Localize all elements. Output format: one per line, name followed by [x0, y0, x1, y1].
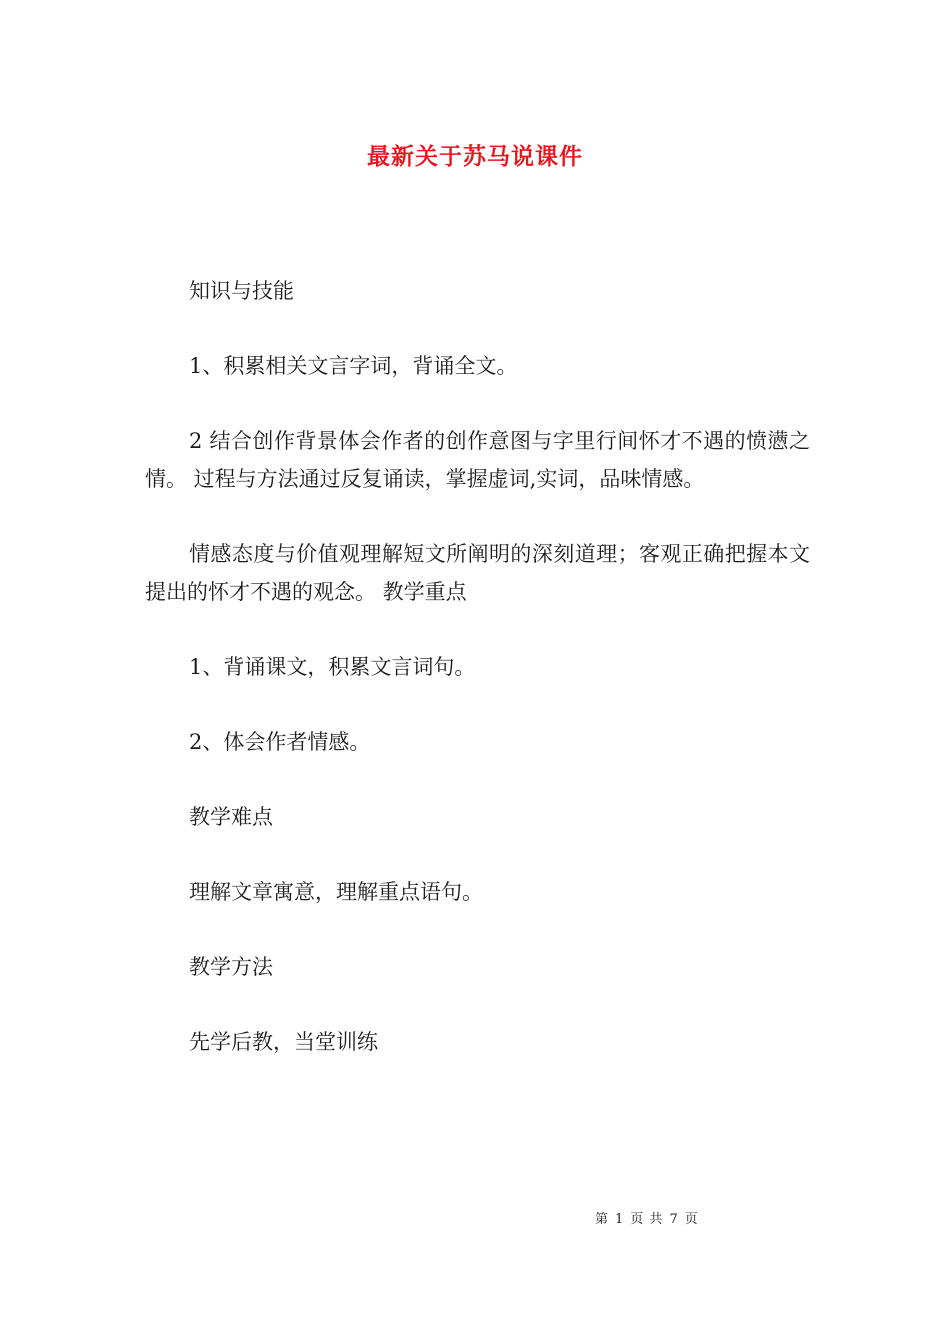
footer-prefix: 第 [595, 1212, 610, 1227]
footer-total-pages: 7 [669, 1212, 679, 1227]
document-body [145, 272, 810, 1098]
paragraph-difficulty: 理解文章寓意，理解重点语句。 [189, 880, 483, 904]
page-footer [592, 1208, 702, 1227]
document-title: 最新关于苏马说课件 [367, 143, 583, 170]
paragraph-key-point-1: 1、背诵课文，积累文言词句。 [189, 655, 476, 679]
footer-current-page: 1 [615, 1212, 625, 1227]
paragraph-item-1: 1、积累相关文言字词，背诵全文。 [189, 354, 518, 378]
heading-teaching-difficulty: 教学难点 [189, 805, 273, 829]
paragraph-attitude-values: 情感态度与价值观理解短文所阐明的深刻道理；客观正确把握本文提出的怀才不遇的观念。 教学重点 [145, 542, 810, 604]
paragraph-method: 先学后教，当堂训练 [189, 1030, 378, 1054]
footer-suffix: 页 [684, 1212, 699, 1227]
paragraph-knowledge-skills: 知识与技能 [189, 279, 294, 303]
footer-mid: 页 共 [630, 1212, 664, 1227]
heading-teaching-method: 教学方法 [189, 955, 273, 979]
paragraph-item-2: 2 结合创作背景体会作者的创作意图与字里行间怀才不遇的愤懑之情。 过程与方法通过反复诵读，掌握虚词,实词，品味情感。 [145, 429, 810, 491]
paragraph-key-point-2: 2、体会作者情感。 [189, 730, 371, 754]
